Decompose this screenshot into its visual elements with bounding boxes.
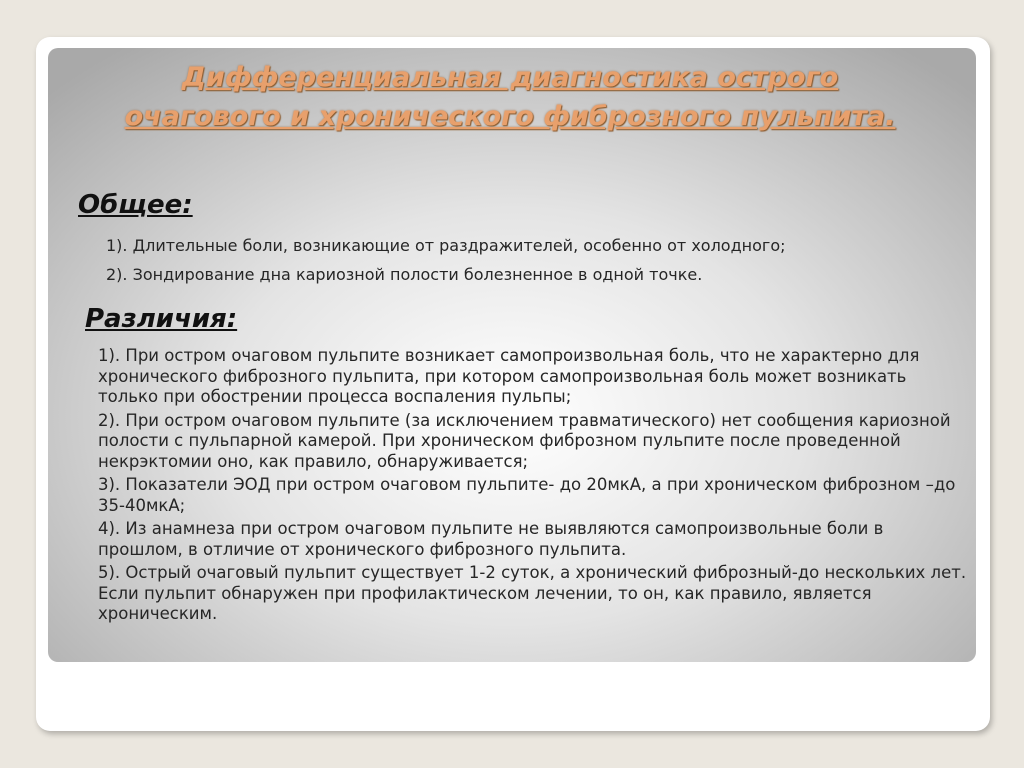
common-item-1: 1). Длительные боли, возникающие от раздражителей, особенно от холодного; [106,236,786,255]
slide-title: Дифференциальная диагностика острого очагового и хронического фиброзного пульпита. [124,62,896,132]
difference-item-4: 4). Из анамнеза при остром очаговом пульпите не выявляются самопроизвольные боли в прошлом, в отличие от хронического фиброзного пульпита. [98,519,884,559]
difference-item-2: 2). При остром очаговом пульпите (за исключением травматического) нет сообщения кариозной полости с пульпарной камерой. При хроническом фиброзном пульпите после проведенной некрэктомии оно, как правило, обнаруживается; [98,410,951,471]
differences-list [98,346,968,628]
difference-item-1: 1). При остром очаговом пульпите возникает самопроизвольная боль, что не характерно для хронического фиброзного пульпита, при котором самопроизвольная боль может возникать только при обострении процесса воспаления пульпы; [98,346,920,406]
common-item-2: 2). Зондирование дна кариозной полости болезненное в одной точке. [106,265,703,284]
common-list [106,236,966,294]
differences-heading: Различия: [85,304,238,334]
common-heading: Общее: [78,190,193,220]
difference-item-5: 5). Острый очаговый пульпит существует 1-2 суток, а хронический фиброзный-до нескольких лет. Если пульпит обнаружен при профилактическом лечении, то он, как правило, является хроническим. [98,563,967,623]
difference-item-3: 3). Показатели ЭОД при остром очаговом пульпите- до 20мкА, а при хроническом фиброзном –до 35-40мкА; [98,475,956,515]
